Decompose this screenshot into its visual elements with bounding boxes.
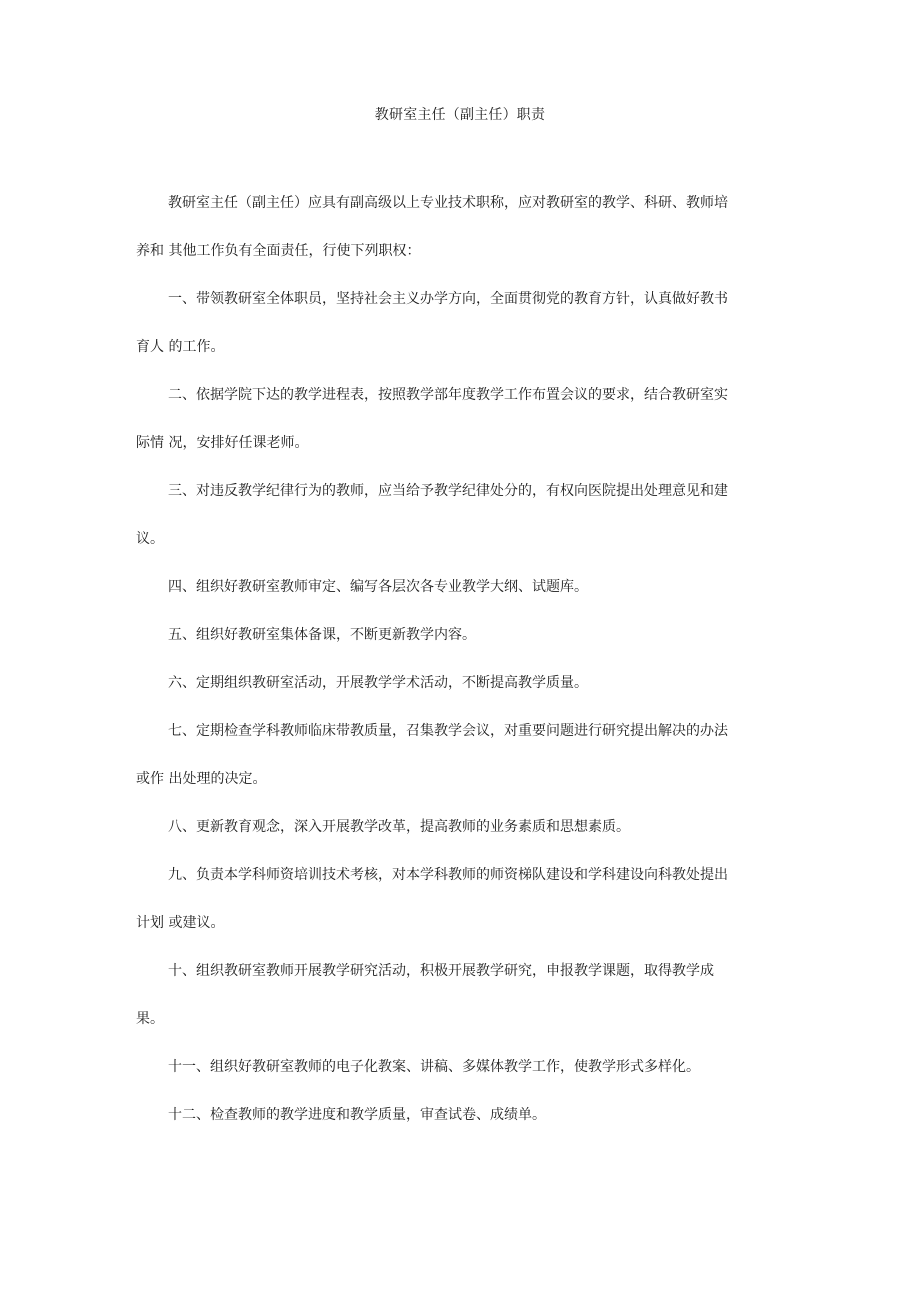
paragraph-item-5 [136, 620, 788, 650]
paragraph-line: 或作 出处理的决定。 [136, 771, 267, 787]
paragraph-item-4 [136, 572, 788, 602]
paragraph-line: 八、更新教育观念，深入开展教学改革，提高教师的业务素质和思想素质。 [168, 819, 630, 835]
paragraph-line: 四、组织好教研室教师审定、编写各层次各专业教学大纲、试题库。 [168, 579, 588, 595]
paragraph-line: 教研室主任（副主任）应具有副高级以上专业技术职称，应对教研室的教学、科研、教师培 [168, 195, 728, 211]
paragraph-line: 十二、检查教师的教学进度和教学质量，审查试卷、成绩单。 [168, 1107, 546, 1123]
paragraph-item-9 [136, 860, 788, 938]
paragraph-item-10 [136, 956, 788, 1034]
paragraph-line: 二、依据学院下达的教学进程表，按照教学部年度教学工作布置会议的要求，结合教研室实 [168, 387, 728, 403]
paragraph-item-12 [136, 1100, 788, 1130]
paragraph-item-11 [136, 1052, 788, 1082]
paragraph-item-8 [136, 812, 788, 842]
paragraph-line: 九、负责本学科师资培训技术考核，对本学科教师的师资梯队建设和学科建设向科教处提出 [168, 867, 728, 883]
document-title: 教研室主任（副主任）职责 [374, 107, 546, 123]
paragraph-item-6 [136, 668, 788, 698]
paragraph-item-7 [136, 716, 788, 794]
paragraph-line: 十、组织教研室教师开展教学研究活动，积极开展教学研究，申报教学课题，取得教学成 [168, 963, 714, 979]
paragraph-line: 十一、组织好教研室教师的电子化教案、讲稿、多媒体教学工作，使教学形式多样化。 [168, 1059, 700, 1075]
paragraph-item-1 [136, 284, 788, 362]
paragraph-line: 果。 [136, 1011, 164, 1027]
paragraph-line: 一、带领教研室全体职员，坚持社会主义办学方向，全面贯彻党的教育方针，认真做好教书 [168, 291, 728, 307]
paragraph-line: 育人 的工作。 [136, 339, 225, 355]
paragraph-item-2 [136, 380, 788, 458]
paragraph-intro [136, 188, 788, 266]
paragraph-line: 养和 其他工作负有全面责任，行使下列职权： [136, 243, 421, 259]
paragraph-line: 际情 况，安排好任课老师。 [136, 435, 309, 451]
paragraph-item-3 [136, 476, 788, 554]
document-body [136, 188, 788, 1148]
paragraph-line: 七、定期检查学科教师临床带教质量，召集教学会议，对重要问题进行研究提出解决的办法 [168, 723, 728, 739]
paragraph-line: 五、组织好教研室集体备课，不断更新教学内容。 [168, 627, 476, 643]
paragraph-line: 计划 或建议。 [136, 915, 225, 931]
paragraph-line: 六、定期组织教研室活动，开展教学学术活动，不断提高教学质量。 [168, 675, 588, 691]
paragraph-line: 三、对违反教学纪律行为的教师，应当给予教学纪律处分的，有权向医院提出处理意见和建 [168, 483, 728, 499]
paragraph-line: 议。 [136, 531, 164, 547]
